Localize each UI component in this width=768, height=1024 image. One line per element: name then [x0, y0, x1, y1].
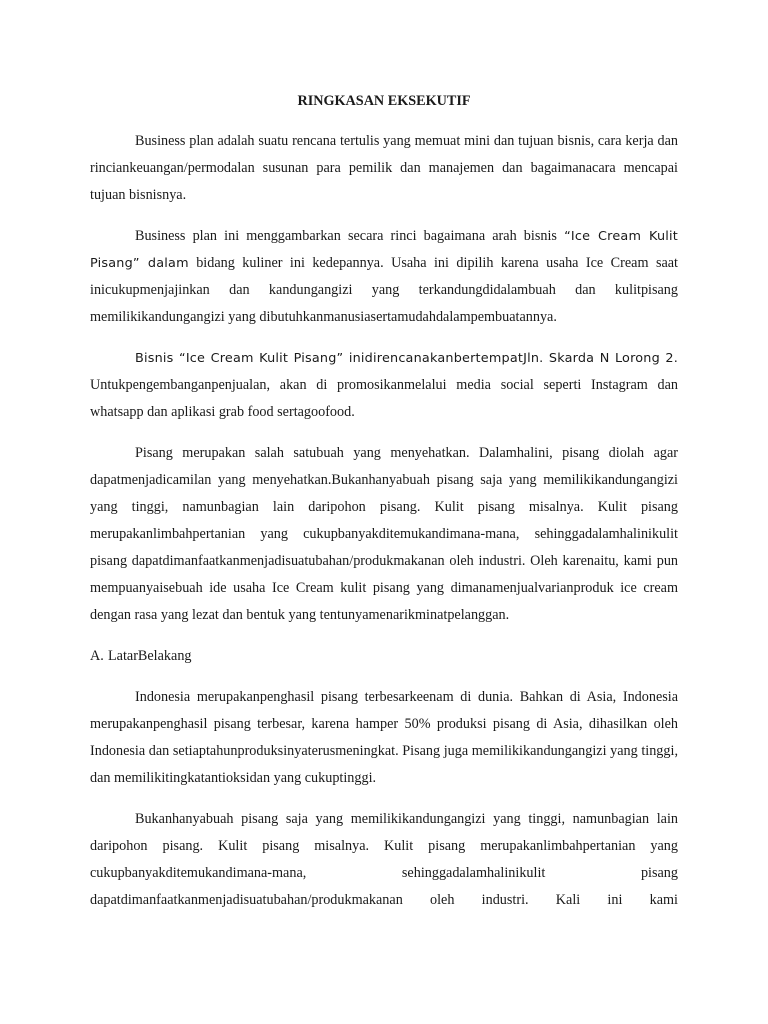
paragraph-text-segment: Untukpengembanganpenjualan, akan di promosikanmelalui media social seperti Instagram dan whatsapp dan aplikasi grab food sertagoofood.: [90, 377, 678, 420]
paragraph-business-plan-description: [90, 223, 678, 331]
section-letter: A.: [90, 648, 104, 664]
section-heading-title: LatarBelakang: [108, 648, 192, 664]
paragraph-indonesia-banana-production: Indonesia merupakanpenghasil pisang terbesarkeenam di dunia. Bahkan di Asia, Indonesia merupakanpenghasil pisang terbesar, karena hamper 50% produksi pisang di Asia, dihasilkan oleh Indonesia dan setiaptahunproduksinyaterusmeningkat. Pisang juga memilikikandungangizi yang tinggi, dan memilikitingkatantioksidan yang cukuptinggi.: [90, 689, 678, 786]
paragraph-business-location: [90, 345, 678, 426]
document-page: [90, 90, 678, 914]
paragraph-banana-peel-utilization: Bukanhanyabuah pisang saja yang memilikikandungangizi yang tinggi, namunbagian lain daripohon pisang. Kulit pisang misalnya. Kulit pisang merupakanlimbahpertanian yang cukupbanyakditemukandimana-mana, sehinggadalamhalinikulit pisang dapatdimanfaatkanmenjadisuatubahan/produkmakanan oleh industri. Kali ini kami: [90, 811, 678, 908]
paragraph-business-plan-definition: Business plan adalah suatu rencana tertulis yang memuat mini dan tujuan bisnis, cara kerja dan rinciankeuangan/permodalan susunan para pemilik dan manajemen dan bagaimanacara mencapai tujuan bisnisnya.: [90, 133, 678, 203]
document-title: RINGKASAN EKSEKUTIF: [297, 93, 471, 109]
paragraph-text-segment: Business plan ini menggambarkan secara rinci bagaimana arah bisnis: [135, 228, 565, 244]
paragraph-text-segment-quoted: “Ice Cream Kulit Pisang” dalam: [90, 229, 678, 271]
paragraph-text-segment-location: Bisnis “Ice Cream Kulit Pisang” inidirencanakanbertempatJln. Skarda N Lorong 2.: [135, 351, 678, 366]
paragraph-banana-benefits: Pisang merupakan salah satubuah yang menyehatkan. Dalamhalini, pisang diolah agar dapatmenjadicamilan yang menyehatkan.Bukanhanyabuah pisang saja yang memilikikandungangizi yang tinggi, namunbagian lain daripohon pisang. Kulit pisang misalnya. Kulit pisang merupakanlimbahpertanian yang cukupbanyakditemukandimana-mana, sehinggadalamhalinikulit pisang dapatdimanfaatkanmenjadisuatubahan/produkmakanan oleh industri. Oleh karenaitu, kami pun mempuanyaisebuah ide usaha Ice Cream kulit pisang yang dimanamenjualvarianproduk ice cream dengan rasa yang lezat dan bentuk yang tentunyamenarikminatpelanggan.: [90, 445, 678, 623]
paragraph-text-segment: bidang kuliner ini kedepannya. Usaha ini dipilih karena usaha Ice Cream saat inicukupmenjajinkan dan kandungangizi yang terkandungdidalambuah dan kulitpisang memilikikandungangizi yang dibutuhkanmanusiasertamudahdalampembuatannya.: [90, 255, 679, 325]
section-heading: [90, 643, 678, 670]
